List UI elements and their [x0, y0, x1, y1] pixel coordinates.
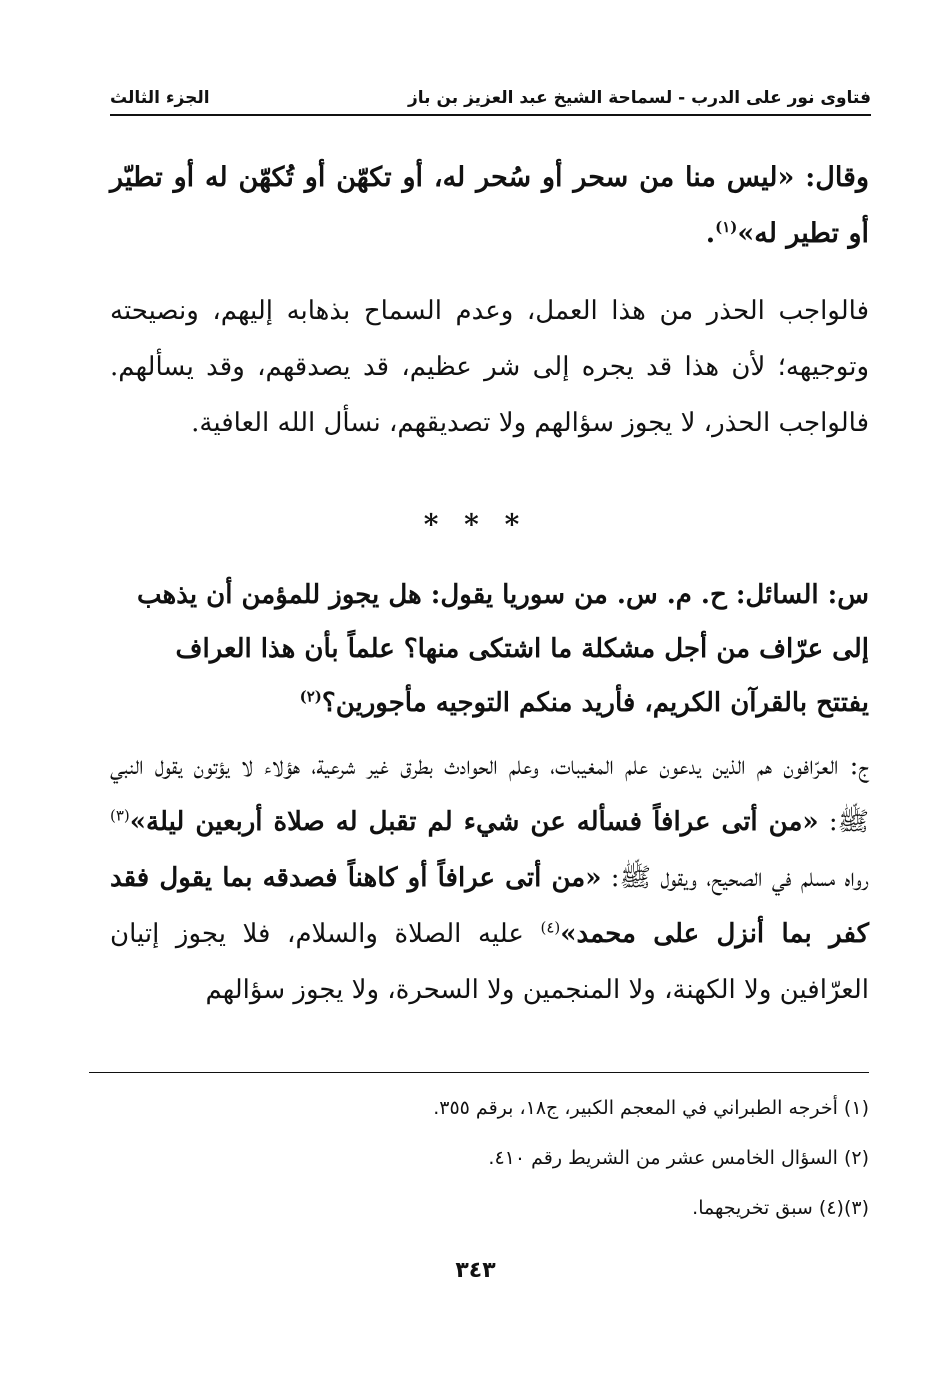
paragraph-end: . [705, 218, 716, 249]
footnote-divider [89, 1072, 869, 1073]
running-header [110, 88, 871, 116]
page-number: ٣٤٣ [455, 1258, 496, 1283]
volume-label: الجزء الثالث [110, 88, 210, 108]
answer-part-3: عليه الصلاة والسلام، فلا يجوز إتيان العرّافين ولا الكهنة، ولا المنجمين ولا السحرة، ولا يجوز سؤالهم [110, 919, 869, 1005]
answer-part-1: ج: العرّافون هم الذين يدعون علم المغيبات، وعلم الحوادث بطرق غير شرعية، هؤلاء لا يؤتون يقول النبي ﷺ: [110, 751, 869, 837]
section-separator: * * * [423, 508, 528, 541]
answer-part-2: رواه مسلم في الصحيح، ويقول ﷺ: [601, 863, 869, 893]
footnote-ref-1: (١) [715, 218, 738, 236]
hadith-1: «من أتى عرافاً فسأله عن شيء لم تقبل له صلاة أربعين ليلة» [129, 807, 819, 837]
question-text: س: السائل: ح. م. س. من سوريا يقول: هل يجوز للمؤمن أن يذهب إلى عرّاف من أجل مشكلة ما اشتكى منها؟ علماً بأن هذا العراف يفتتح بالقرآن الكريم، فأريد منكم التوجيه مأجورين؟ [136, 580, 869, 718]
paragraph-warning: فالواجب الحذر من هذا العمل، وعدم السماح بذهابه إليهم، ونصيحته وتوجيهه؛ لأن هذا قد يجره إلى شر عظيم، قد يصدقهم، وقد يسألهم. فالواجب الحذر، لا يجوز سؤالهم ولا تصديقهم، نسأل الله العافية. [110, 296, 869, 438]
book-title: فتاوى نور على الدرب - لسماحة الشيخ عبد العزيز بن باز [408, 88, 871, 108]
hadith-quote: «ليس منا من سحر أو سُحر له، أو تكهّن أو تُكهّن له أو تطيّر أو تطير له» [110, 162, 869, 249]
footnote-ref-2: (٢) [299, 687, 322, 706]
answer-block [110, 738, 869, 1018]
footnote-ref-3: (٣) [110, 806, 130, 825]
hadith-2: «من أتى عرافاً أو كاهناً فصدقه بما يقول فقد كفر بما أنزل على محمد» [110, 863, 869, 949]
question-block [130, 568, 869, 730]
footnote-3: (٣)(٤) سبق تخريجهما. [692, 1197, 869, 1219]
paragraph-hadith [110, 150, 869, 262]
paragraph-intro: وقال: [794, 162, 869, 193]
footnotes [89, 1083, 869, 1233]
footnote-2: (٢) السؤال الخامس عشر من الشريط رقم ٤١٠. [488, 1147, 869, 1169]
footnote-ref-4: (٤) [540, 918, 561, 937]
footnote-1: (١) أخرجه الطبراني في المعجم الكبير، ج١٨، برقم ٣٥٥. [433, 1097, 869, 1119]
